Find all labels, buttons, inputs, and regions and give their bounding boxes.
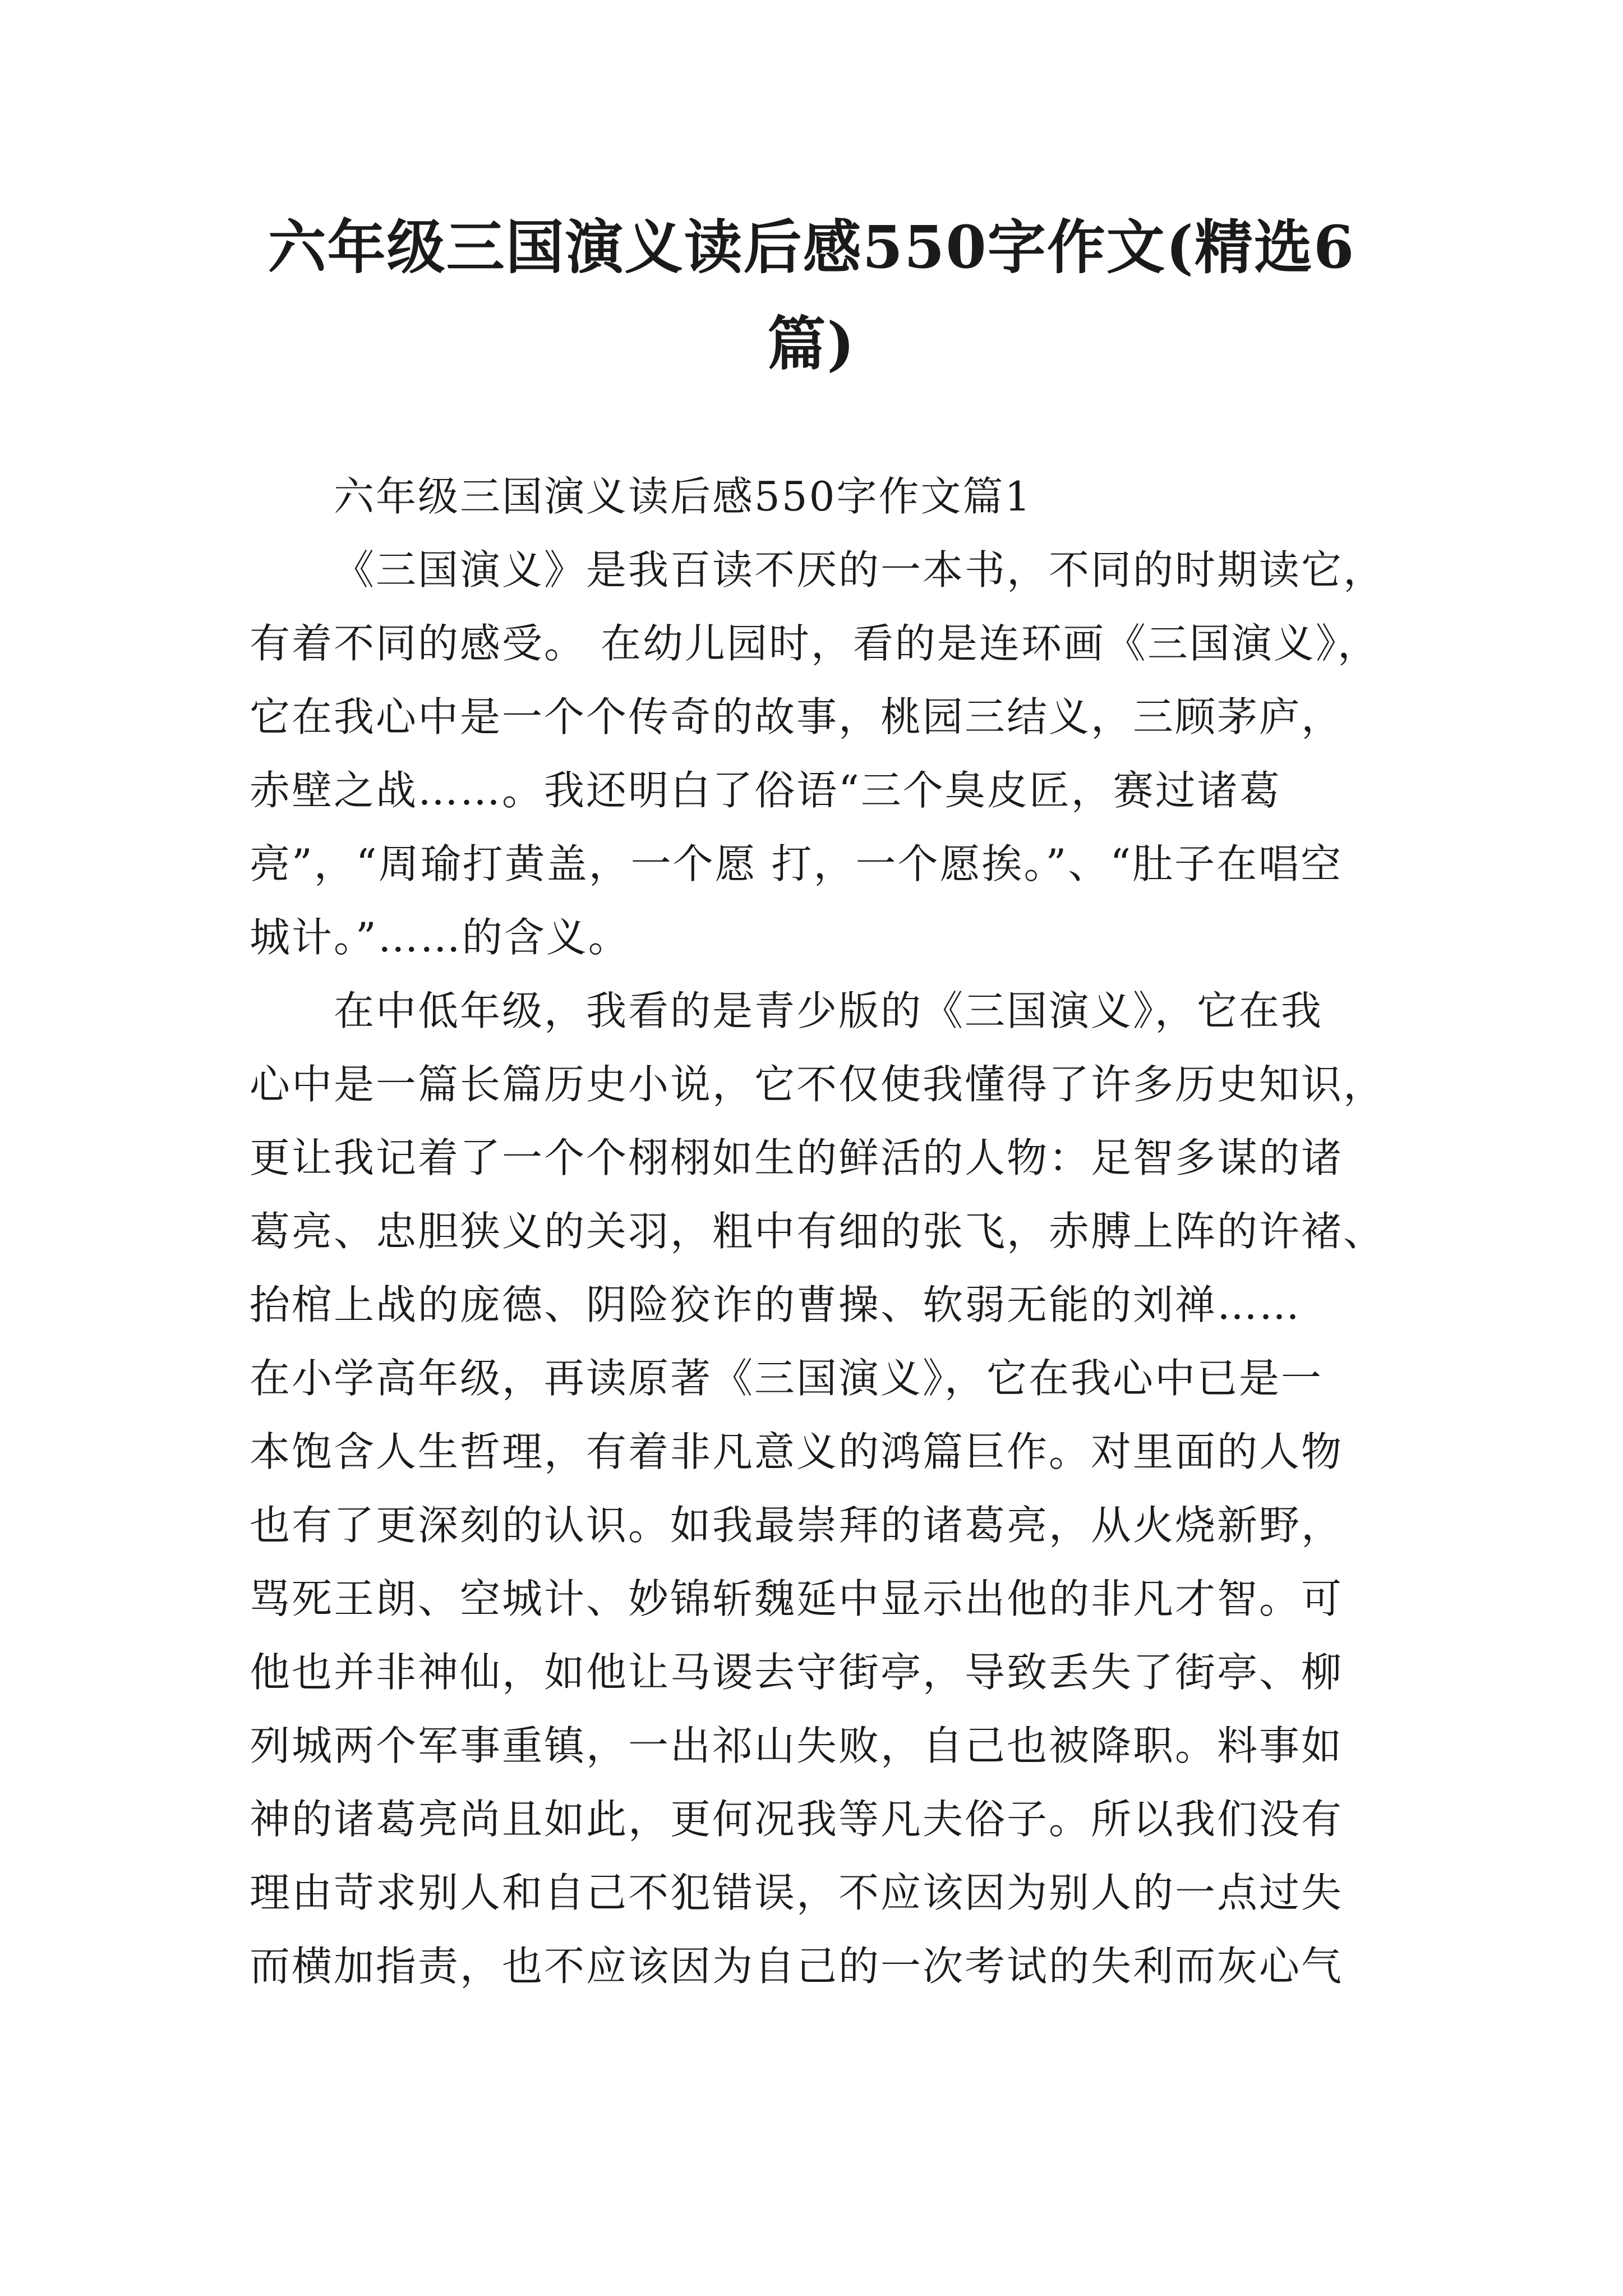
body-line: 骂死王朗、空城计、妙锦斩魏延中显示出他的非凡才智。可 — [250, 1575, 1344, 1622]
body-line: 葛亮、忠胆狭义的关羽，粗中有细的张飞，赤膊上阵的许褚、 — [250, 1208, 1386, 1255]
body-line: 有着不同的感受。 在幼儿园时，看的是连环画《三国演义》， — [250, 620, 1380, 667]
body-line: 而横加指责，也不应该因为自己的一次考试的失利而灰心气 — [250, 1943, 1344, 1990]
body-line: 本饱含人生哲理，有着非凡意义的鸿篇巨作。对里面的人物 — [250, 1428, 1344, 1475]
body-line: 理由苛求别人和自己不犯错误，不应该因为别人的一点过失 — [250, 1869, 1344, 1916]
title-line-1: 六年级三国演义读后感550字作文(精选6 — [268, 213, 1355, 282]
document-title — [224, 199, 1399, 392]
body-line: 心中是一篇长篇历史小说，它不仅使我懂得了许多历史知识， — [250, 1061, 1386, 1108]
body-line: 列城两个军事重镇，一出祁山失败，自己也被降职。料事如 — [250, 1722, 1344, 1769]
body-line: 神的诸葛亮尚且如此，更何况我等凡夫俗子。所以我们没有 — [250, 1796, 1344, 1843]
body-line: 《三国演义》是我百读不厌的一本书，不同的时期读它， — [334, 546, 1386, 593]
body-line: 亮”，“周瑜打黄盖，一个愿 打，一个愿挨。”、“肚子在唱空 — [250, 840, 1343, 887]
body-line: 抬棺上战的庞德、阴险狡诈的曹操、软弱无能的刘禅…… — [250, 1281, 1302, 1328]
body-line: 也有了更深刻的认识。如我最崇拜的诸葛亮，从火烧新野， — [250, 1502, 1344, 1549]
body-line: 它在我心中是一个个传奇的故事，桃园三结义，三顾茅庐， — [250, 693, 1344, 740]
document-body — [250, 460, 1405, 2003]
body-line: 城计。”……的含义。 — [250, 914, 630, 961]
body-line: 在小学高年级，再读原著《三国演义》，它在我心中已是一 — [250, 1355, 1324, 1402]
section-heading: 六年级三国演义读后感550字作文篇1 — [334, 473, 1032, 520]
body-line: 赤壁之战……。我还明白了俗语“三个臭皮匠，赛过诸葛 — [250, 767, 1281, 814]
body-line: 更让我记着了一个个栩栩如生的鲜活的人物：足智多谋的诸 — [250, 1134, 1344, 1181]
title-line-2: 篇) — [767, 309, 856, 378]
body-line: 在中低年级，我看的是青少版的《三国演义》，它在我 — [334, 987, 1324, 1034]
body-line: 他也并非神仙，如他让马谡去守街亭，导致丢失了街亭、柳 — [250, 1649, 1344, 1696]
